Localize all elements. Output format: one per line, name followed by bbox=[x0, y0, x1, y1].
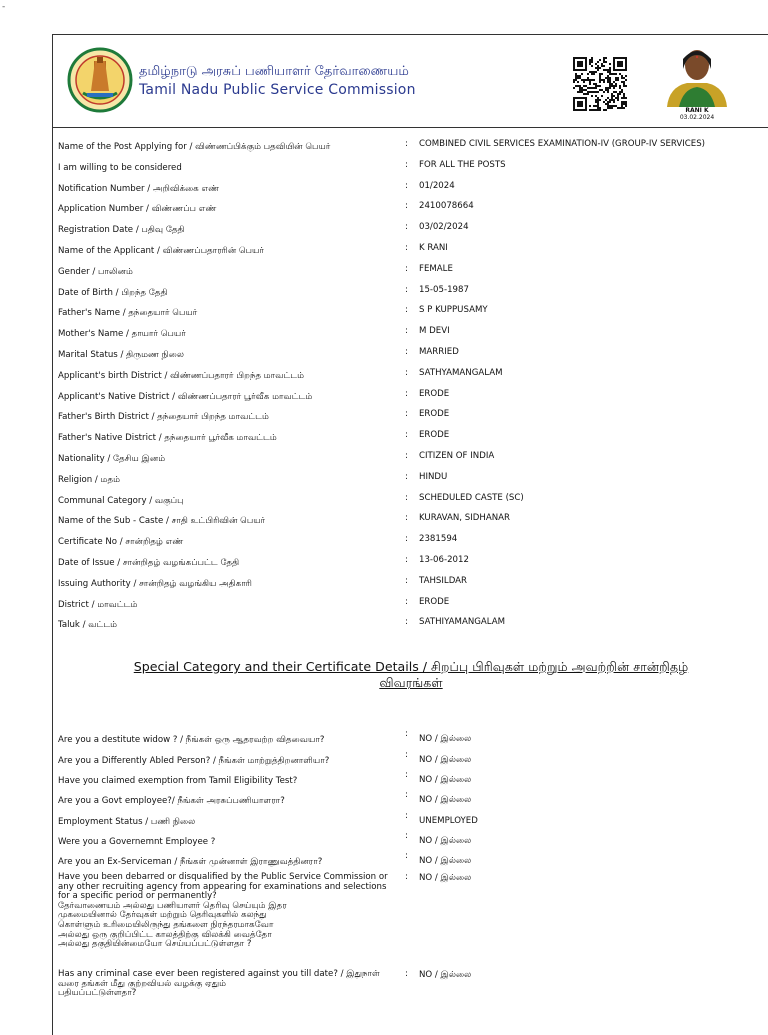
special-colon: : bbox=[405, 831, 408, 841]
detail-row bbox=[53, 323, 768, 344]
page-corner-mark: - bbox=[2, 2, 6, 12]
detail-label: Father's Birth District / தந்தையார் பிறந்த மாவட்டம் bbox=[58, 412, 269, 423]
special-label-line: Are you a Differently Abled Person? / நீங்கள் மாற்றுத்திறனாளியா? bbox=[58, 756, 330, 766]
special-row bbox=[53, 831, 768, 851]
detail-label: Marital Status / திருமண நிலை bbox=[58, 349, 185, 360]
detail-value: SATHYAMANGALAM bbox=[419, 367, 503, 378]
detail-colon: : bbox=[405, 430, 408, 441]
detail-value: 15-05-1987 bbox=[419, 284, 469, 295]
special-label-line: அல்லது தகுதியின்மையோ செய்யப்பட்டுள்ளதா ? bbox=[58, 939, 252, 950]
title-tamil: தமிழ்நாடு அரசுப் பணியாளர் தேர்வாணையம் bbox=[139, 64, 409, 79]
detail-row bbox=[53, 261, 768, 282]
detail-value: 13-06-2012 bbox=[419, 554, 469, 565]
commission-title bbox=[139, 63, 416, 100]
special-label-line: கொள்ளும் உரிமையிலிருந்து தங்களை நிரந்தரமாகவோ bbox=[58, 920, 274, 930]
qr-code-icon bbox=[573, 57, 627, 111]
detail-label: I am willing to be considered bbox=[58, 162, 182, 173]
detail-colon: : bbox=[405, 450, 408, 461]
special-colon: : bbox=[405, 750, 408, 760]
detail-row bbox=[53, 469, 768, 490]
special-label-line: வரை தங்கள் மீது குற்றவியல் வழக்கு ஏதும் bbox=[58, 978, 227, 989]
special-value: NO / இல்லை bbox=[419, 775, 472, 785]
special-value: NO / இல்லை bbox=[419, 755, 472, 765]
special-label-line: Employment Status / பணி நிலை bbox=[58, 817, 196, 827]
detail-value: ERODE bbox=[419, 596, 450, 607]
detail-row bbox=[53, 510, 768, 531]
detail-value: KURAVAN, SIDHANAR bbox=[419, 513, 510, 524]
detail-label: Father's Name / தந்தையார் பெயர் bbox=[58, 308, 198, 319]
detail-row bbox=[53, 136, 768, 157]
detail-row bbox=[53, 240, 768, 261]
detail-label: Name of the Post Applying for / விண்ணப்பிக்கும் பதவியின் பெயர் bbox=[58, 142, 331, 152]
applicant-portrait-icon bbox=[657, 43, 737, 107]
detail-colon: : bbox=[405, 180, 408, 191]
detail-row bbox=[53, 178, 768, 199]
detail-row bbox=[53, 614, 768, 635]
detail-colon: : bbox=[405, 409, 408, 420]
detail-label: Date of Issue / சான்றிதழ் வழங்கப்பட்ட தேதி bbox=[58, 557, 240, 568]
applicant-photo bbox=[657, 43, 737, 123]
detail-label: District / மாவட்டம் bbox=[58, 599, 138, 610]
detail-value: K RANI bbox=[419, 242, 448, 253]
detail-value: M DEVI bbox=[419, 326, 450, 337]
detail-value: 2381594 bbox=[419, 534, 458, 545]
detail-row bbox=[53, 531, 768, 552]
special-row bbox=[53, 729, 768, 750]
detail-label: Name of the Applicant / விண்ணப்பதாரரின் பெயர் bbox=[58, 245, 264, 256]
tnpsc-emblem-icon bbox=[67, 47, 133, 113]
special-label-line: Have you claimed exemption from Tamil Eligibility Test? bbox=[58, 776, 298, 786]
detail-value: ERODE bbox=[419, 388, 450, 399]
special-colon: : bbox=[405, 729, 408, 739]
special-label-line: Has any criminal case ever been registered against you till date? / இதுநாள் bbox=[58, 969, 380, 979]
special-colon: : bbox=[405, 969, 408, 979]
detail-label: Mother's Name / தாயார் பெயர் bbox=[58, 329, 186, 340]
application-form bbox=[52, 34, 768, 1035]
special-colon: : bbox=[405, 770, 408, 780]
detail-colon: : bbox=[405, 388, 408, 399]
special-value: NO / இல்லை bbox=[419, 734, 472, 744]
detail-colon: : bbox=[405, 596, 408, 607]
detail-value: FOR ALL THE POSTS bbox=[419, 159, 506, 170]
detail-colon: : bbox=[405, 346, 408, 357]
special-row bbox=[53, 969, 768, 1009]
detail-row bbox=[53, 427, 768, 448]
special-label-line: முகமையினால் தேர்வுகள் மற்றும் தெரிவுகளில் கலந்து bbox=[58, 910, 267, 921]
detail-value: COMBINED CIVIL SERVICES EXAMINATION-IV (GROUP-IV SERVICES) bbox=[419, 139, 706, 149]
detail-row bbox=[53, 573, 768, 594]
detail-row bbox=[53, 386, 768, 407]
title-english: Tamil Nadu Public Service Commission bbox=[139, 82, 416, 98]
photo-caption-date: 03.02.2024 bbox=[679, 114, 715, 121]
detail-colon: : bbox=[405, 554, 408, 565]
special-row bbox=[53, 790, 768, 811]
special-colon: : bbox=[405, 790, 408, 800]
special-row bbox=[53, 851, 768, 872]
special-heading-line1: Special Category and their Certificate Details / சிறப்பு பிரிவுகள் மற்றும் அவற்றின் சான்றிதழ் bbox=[133, 659, 689, 674]
detail-label: Certificate No / சான்றிதழ் எண் bbox=[58, 537, 184, 548]
special-category-heading bbox=[53, 659, 768, 691]
detail-row bbox=[53, 157, 768, 178]
detail-label: Notification Number / அறிவிக்கை எண் bbox=[58, 183, 220, 194]
detail-label: Applicant's Native District / விண்ணப்பதாரர் பூர்வீக மாவட்டம் bbox=[58, 391, 313, 402]
detail-label: Applicant's birth District / விண்ணப்பதாரர் பிறந்த மாவட்டம் bbox=[58, 370, 305, 381]
detail-colon: : bbox=[405, 513, 408, 524]
special-label-line: Are you a destitute widow ? / நீங்கள் ஒரு ஆதரவற்ற விதவையா? bbox=[58, 735, 325, 745]
detail-label: Gender / பாலினம் bbox=[58, 266, 133, 277]
detail-colon: : bbox=[405, 492, 408, 503]
detail-row bbox=[53, 406, 768, 427]
detail-colon: : bbox=[405, 575, 408, 586]
detail-colon: : bbox=[405, 263, 408, 274]
special-row bbox=[53, 811, 768, 831]
detail-label: Father's Native District / தந்தையார் பூர்வீக மாவட்டம் bbox=[58, 433, 277, 444]
special-colon: : bbox=[405, 811, 408, 821]
detail-label: Religion / மதம் bbox=[58, 474, 120, 485]
detail-colon: : bbox=[405, 326, 408, 337]
detail-label: Issuing Authority / சான்றிதழ் வழங்கிய அதிகாரி bbox=[58, 578, 252, 589]
special-label-line: for a specific period or permanently? bbox=[58, 891, 217, 902]
detail-colon: : bbox=[405, 139, 408, 149]
detail-value: 01/2024 bbox=[419, 180, 455, 191]
detail-colon: : bbox=[405, 284, 408, 295]
detail-colon: : bbox=[405, 534, 408, 545]
applicant-details bbox=[53, 128, 768, 635]
special-value: NO / இல்லை bbox=[419, 873, 472, 883]
special-label-line: தேர்வாணையம் அல்லது பணியாளர் தெரிவு செய்யும் இதர bbox=[58, 900, 287, 911]
detail-colon: : bbox=[405, 159, 408, 170]
detail-value: ERODE bbox=[419, 409, 450, 420]
detail-value: S P KUPPUSAMY bbox=[419, 305, 488, 316]
detail-label: Name of the Sub - Caste / சாதி உட்பிரிவின் பெயர் bbox=[58, 516, 266, 527]
special-label-line: Are you an Ex-Serviceman / நீங்கள் முன்னாள் இராணுவத்தினரா? bbox=[58, 857, 323, 867]
detail-row bbox=[53, 282, 768, 303]
special-label-line: any other recruiting agency from appearing for examinations and selections bbox=[58, 881, 387, 892]
detail-label: Taluk / வட்டம் bbox=[58, 620, 118, 631]
photo-caption-name: RANI K bbox=[685, 107, 709, 114]
detail-colon: : bbox=[405, 617, 408, 628]
special-row bbox=[53, 872, 768, 969]
detail-value: SCHEDULED CASTE (SC) bbox=[419, 492, 524, 503]
detail-value: MARRIED bbox=[419, 346, 459, 357]
special-heading-line2: விவரங்கள் bbox=[379, 675, 443, 690]
detail-label: Communal Category / வகுப்பு bbox=[58, 495, 184, 506]
special-colon: : bbox=[405, 851, 408, 861]
detail-colon: : bbox=[405, 305, 408, 316]
detail-value: 2410078664 bbox=[419, 201, 474, 212]
detail-row bbox=[53, 365, 768, 386]
special-row bbox=[53, 770, 768, 790]
detail-value: CITIZEN OF INDIA bbox=[419, 450, 495, 461]
detail-colon: : bbox=[405, 222, 408, 233]
detail-row bbox=[53, 198, 768, 219]
detail-colon: : bbox=[405, 367, 408, 378]
detail-value: 03/02/2024 bbox=[419, 222, 469, 233]
detail-row bbox=[53, 344, 768, 365]
detail-colon: : bbox=[405, 242, 408, 253]
detail-row bbox=[53, 552, 768, 573]
special-label-line: பதியப்பட்டுள்ளதா? bbox=[58, 988, 137, 999]
detail-value: ERODE bbox=[419, 430, 450, 441]
detail-row bbox=[53, 594, 768, 615]
detail-value: TAHSILDAR bbox=[419, 575, 468, 586]
special-value: NO / இல்லை bbox=[419, 856, 472, 866]
detail-row bbox=[53, 219, 768, 240]
detail-label: Registration Date / பதிவு தேதி bbox=[58, 225, 185, 236]
detail-value: HINDU bbox=[419, 471, 448, 482]
detail-value: FEMALE bbox=[419, 263, 453, 274]
detail-row bbox=[53, 490, 768, 511]
special-value: NO / இல்லை bbox=[419, 795, 472, 805]
form-header bbox=[53, 35, 768, 128]
special-colon: : bbox=[405, 872, 408, 882]
special-value: NO / இல்லை bbox=[419, 836, 472, 846]
detail-row bbox=[53, 302, 768, 323]
detail-label: Nationality / தேசிய இனம் bbox=[58, 453, 166, 464]
detail-label: Application Number / விண்ணப்ப எண் bbox=[58, 204, 217, 215]
special-value: NO / இல்லை bbox=[419, 970, 472, 980]
special-label-line: Have you been debarred or disqualified by the Public Service Commission or bbox=[58, 872, 388, 882]
detail-label: Date of Birth / பிறந்த தேதி bbox=[58, 287, 168, 298]
detail-row bbox=[53, 448, 768, 469]
detail-colon: : bbox=[405, 471, 408, 482]
special-label-line: அல்லது ஒரு குறிப்பிட்ட காலத்திற்கு விலக்கி வைத்தோ bbox=[58, 929, 272, 940]
detail-colon: : bbox=[405, 201, 408, 212]
detail-value: SATHIYAMANGALAM bbox=[419, 617, 506, 628]
special-label-line: Were you a Governemnt Employee ? bbox=[58, 837, 216, 847]
special-label-line: Are you a Govt employee?/ நீங்கள் அரசுப்பணியாளரா? bbox=[58, 796, 285, 806]
special-row bbox=[53, 750, 768, 770]
special-value: UNEMPLOYED bbox=[419, 816, 478, 826]
